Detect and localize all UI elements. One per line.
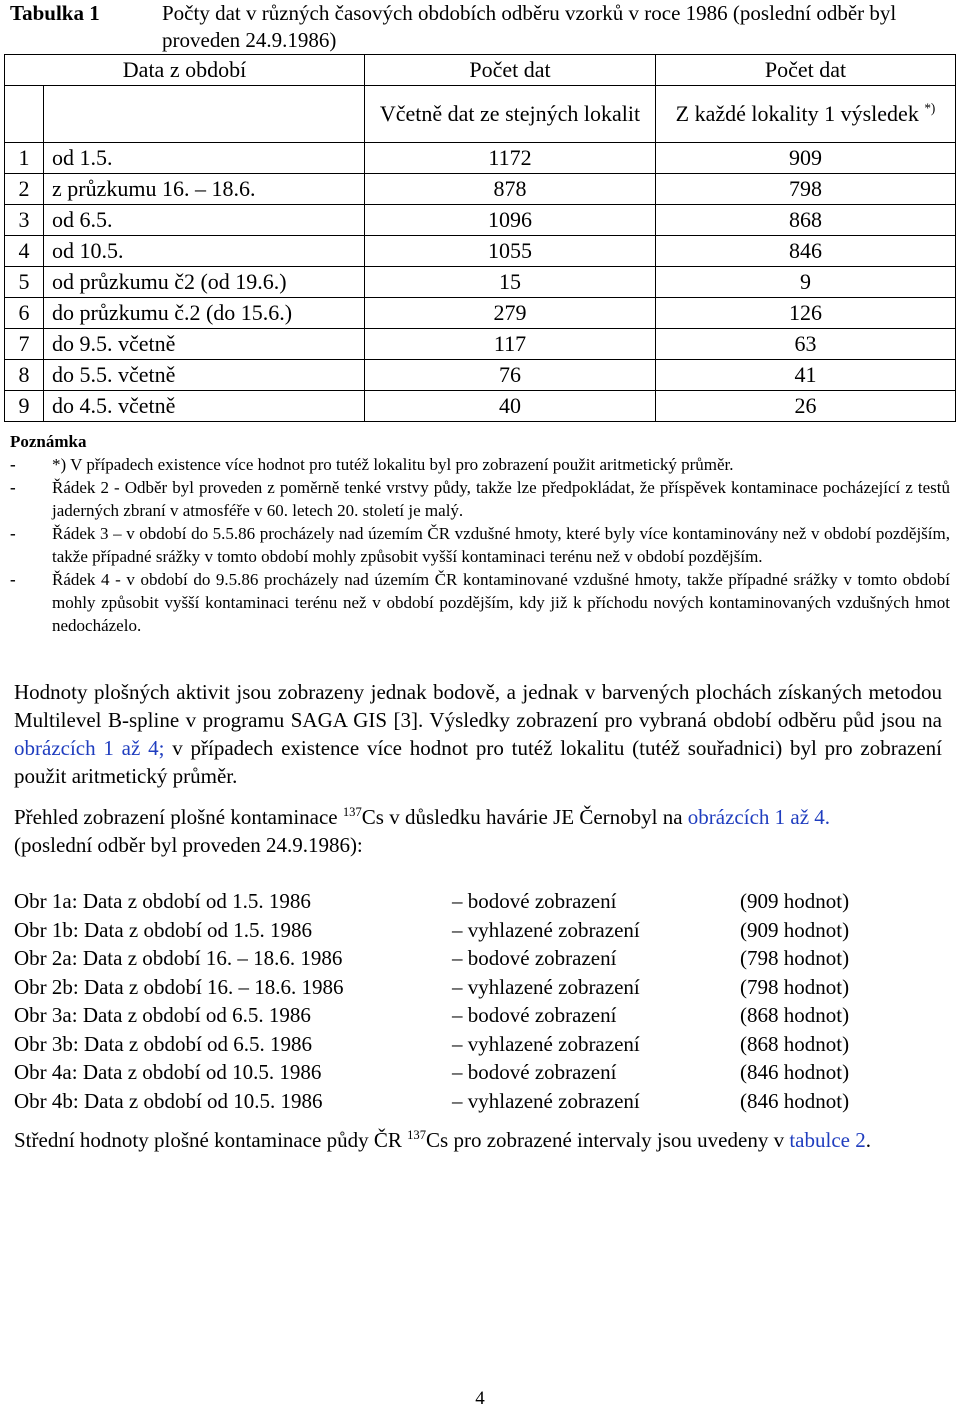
row-count-unique: 63 (656, 329, 956, 360)
subheader-b-text: Z každé lokality 1 výsledek (675, 101, 919, 126)
figure-type: – vyhlazené zobrazení (452, 974, 640, 999)
row-count-all: 76 (365, 360, 656, 391)
note-item (10, 522, 950, 568)
figure-name: Obr 3a: Data z období od 6.5. 1986 (14, 1003, 311, 1027)
row-count-unique: 9 (656, 267, 956, 298)
row-number: 4 (5, 236, 44, 267)
row-period: od 1.5. (44, 143, 365, 174)
table-row (5, 360, 956, 391)
figure-count: (909 hodnot) (740, 889, 850, 913)
row-period: od 10.5. (44, 236, 365, 267)
figure-name: Obr 2a: Data z období 16. – 18.6. 1986 (14, 946, 343, 970)
note-bullet: - (10, 478, 16, 497)
row-count-unique: 909 (656, 143, 956, 174)
isotope-mass-number: 137 (342, 805, 362, 819)
subheader-empty-n (5, 86, 44, 143)
header-count-a: Počet dat (365, 55, 656, 86)
paragraph-3-text-b: Cs pro zobrazené intervaly jsou uvedeny v (426, 1128, 790, 1152)
paragraph-1-text-a: Hodnoty plošných aktivit jsou zobrazeny jednak bodově, a jednak v barvených plochách získaných metodou Multilevel B-spline v programu SAGA GIS [3]. Výsledky zobrazení pro vybraná období odběru půd jsou na (14, 680, 942, 732)
paragraph-1 (14, 678, 942, 790)
figure-type: – vyhlazené zobrazení (452, 917, 640, 942)
figure-type: – bodové zobrazení (452, 1003, 617, 1027)
note-text: Řádek 4 - v období do 9.5.86 procházely nad územím ČR kontaminované vzdušné hmoty, takže případné srážky v tomto období mohly způsobit vyšší kontaminaci terénu než v období pozdějším, kdy již k příchodu nových kontaminovaných vzdušných hmot nedocházelo. (52, 570, 950, 635)
data-table (4, 54, 956, 422)
table-row (5, 143, 956, 174)
row-count-unique: 868 (656, 205, 956, 236)
note-bullet: - (10, 455, 16, 474)
row-period: do 5.5. včetně (44, 360, 365, 391)
notes (10, 430, 950, 637)
note-item (10, 476, 950, 522)
figure-name: Obr 1b: Data z období od 1.5. 1986 (14, 917, 313, 942)
note-bullet: - (10, 524, 16, 543)
figures-link[interactable]: obrázcích 1 až 4; (14, 736, 165, 760)
paragraph-2 (14, 803, 942, 859)
note-item (10, 568, 950, 637)
row-number: 2 (5, 174, 44, 205)
note-text: Řádek 2 - Odběr byl proveden z poměrně tenké vrstvy půdy, takže lze předpokládat, že příspěvek kontaminace pocházející z testů jaderných zbraní v atmosféře v 60. letech 20. století je malý. (52, 478, 950, 520)
paragraph-3-text-a: Střední hodnoty plošné kontaminace půdy ČR (14, 1128, 408, 1152)
paragraph-3-text-c: . (865, 1128, 871, 1152)
row-count-unique: 798 (656, 174, 956, 205)
row-number: 3 (5, 205, 44, 236)
subheader-a-text: Včetně dat ze stejných lokalit (379, 101, 641, 126)
subheader-empty-period (44, 86, 365, 143)
table-row (5, 236, 956, 267)
row-count-all: 15 (365, 267, 656, 298)
figure-name: Obr 4a: Data z období od 10.5. 1986 (14, 1060, 322, 1084)
table-caption-text: Počty dat v různých časových obdobích odběru vzorků v roce 1986 (poslední odběr byl proveden 24.9.1986) (162, 1, 897, 52)
note-item (10, 453, 950, 476)
figure-count: (846 hodnot) (740, 1088, 850, 1113)
paragraph-2-text-c: (poslední odběr byl proveden 24.9.1986): (14, 833, 363, 857)
figure-name: Obr 2b: Data z období 16. – 18.6. 1986 (14, 974, 344, 999)
figure-count: (846 hodnot) (740, 1060, 850, 1084)
row-count-unique: 126 (656, 298, 956, 329)
row-number: 1 (5, 143, 44, 174)
table-row (5, 391, 956, 422)
figures-link-2[interactable]: obrázcích 1 až 4. (687, 805, 831, 829)
header-count-b: Počet dat (656, 55, 956, 86)
row-number: 6 (5, 298, 44, 329)
row-number: 7 (5, 329, 44, 360)
subheader-b-footnote-mark: *) (924, 100, 936, 116)
row-number: 5 (5, 267, 44, 298)
subheader-b (656, 86, 956, 143)
row-period: od průzkumu č2 (od 19.6.) (44, 267, 365, 298)
table-row (5, 267, 956, 298)
table-body (5, 143, 956, 422)
table-row (5, 205, 956, 236)
row-count-all: 878 (365, 174, 656, 205)
row-period: do 4.5. včetně (44, 391, 365, 422)
row-count-all: 1096 (365, 205, 656, 236)
row-number: 8 (5, 360, 44, 391)
table-subheader-row (5, 86, 956, 143)
figure-count: (868 hodnot) (740, 1003, 850, 1027)
row-count-all: 279 (365, 298, 656, 329)
row-count-all: 1172 (365, 143, 656, 174)
figure-count: (798 hodnot) (740, 974, 850, 999)
figure-name: Obr 4b: Data z období od 10.5. 1986 (14, 1088, 323, 1113)
row-period: z průzkumu 16. – 18.6. (44, 174, 365, 205)
notes-list (10, 453, 950, 637)
paragraph-1-text-b: v případech existence více hodnot pro tutéž lokalitu (tutéž souřadnici) byl pro zobrazení použit aritmetický průměr. (14, 736, 942, 788)
paragraph-3 (14, 1126, 942, 1154)
note-bullet: - (10, 570, 16, 589)
row-number: 9 (5, 391, 44, 422)
figure-count: (868 hodnot) (740, 1031, 850, 1056)
isotope-mass-number-2: 137 (407, 1128, 427, 1142)
header-period: Data z období (5, 55, 365, 86)
subheader-a (365, 86, 656, 143)
figure-name: Obr 3b: Data z období od 6.5. 1986 (14, 1031, 313, 1056)
figure-type: – vyhlazené zobrazení (452, 1088, 640, 1113)
table-2-link[interactable]: tabulce 2 (789, 1128, 866, 1152)
table-header-row (5, 55, 956, 86)
row-count-unique: 846 (656, 236, 956, 267)
figure-name: Obr 1a: Data z období od 1.5. 1986 (14, 889, 311, 913)
figure-count: (798 hodnot) (740, 946, 850, 970)
figure-type: – bodové zobrazení (452, 1060, 617, 1084)
row-period: do 9.5. včetně (44, 329, 365, 360)
row-period: do průzkumu č.2 (do 15.6.) (44, 298, 365, 329)
table-caption-label: Tabulka 1 (10, 1, 100, 25)
figure-count: (909 hodnot) (740, 917, 850, 942)
paragraph-2-text-b: Cs v důsledku havárie JE Černobyl na (361, 805, 688, 829)
table-row (5, 329, 956, 360)
page-number: 4 (475, 1388, 485, 1409)
figure-type: – vyhlazené zobrazení (452, 1031, 640, 1056)
row-period: od 6.5. (44, 205, 365, 236)
row-count-unique: 41 (656, 360, 956, 391)
row-count-all: 1055 (365, 236, 656, 267)
paragraph-2-text-a: Přehled zobrazení plošné kontaminace (14, 805, 343, 829)
row-count-unique: 26 (656, 391, 956, 422)
row-count-all: 40 (365, 391, 656, 422)
row-count-all: 117 (365, 329, 656, 360)
figure-type: – bodové zobrazení (452, 946, 617, 970)
note-text: *) V případech existence více hodnot pro tutéž lokalitu byl pro zobrazení použit aritmetický průměr. (52, 455, 734, 474)
table-row (5, 298, 956, 329)
figure-type: – bodové zobrazení (452, 889, 617, 913)
notes-title: Poznámka (10, 432, 87, 451)
note-text: Řádek 3 – v období do 5.5.86 procházely nad územím ČR vzdušné hmoty, které byly více kontaminovány než v období pozdějším, takže případné srážky v tomto období mohly způsobit vyšší kontaminaci terénu než v období pozdějším. (52, 524, 950, 566)
table-row (5, 174, 956, 205)
